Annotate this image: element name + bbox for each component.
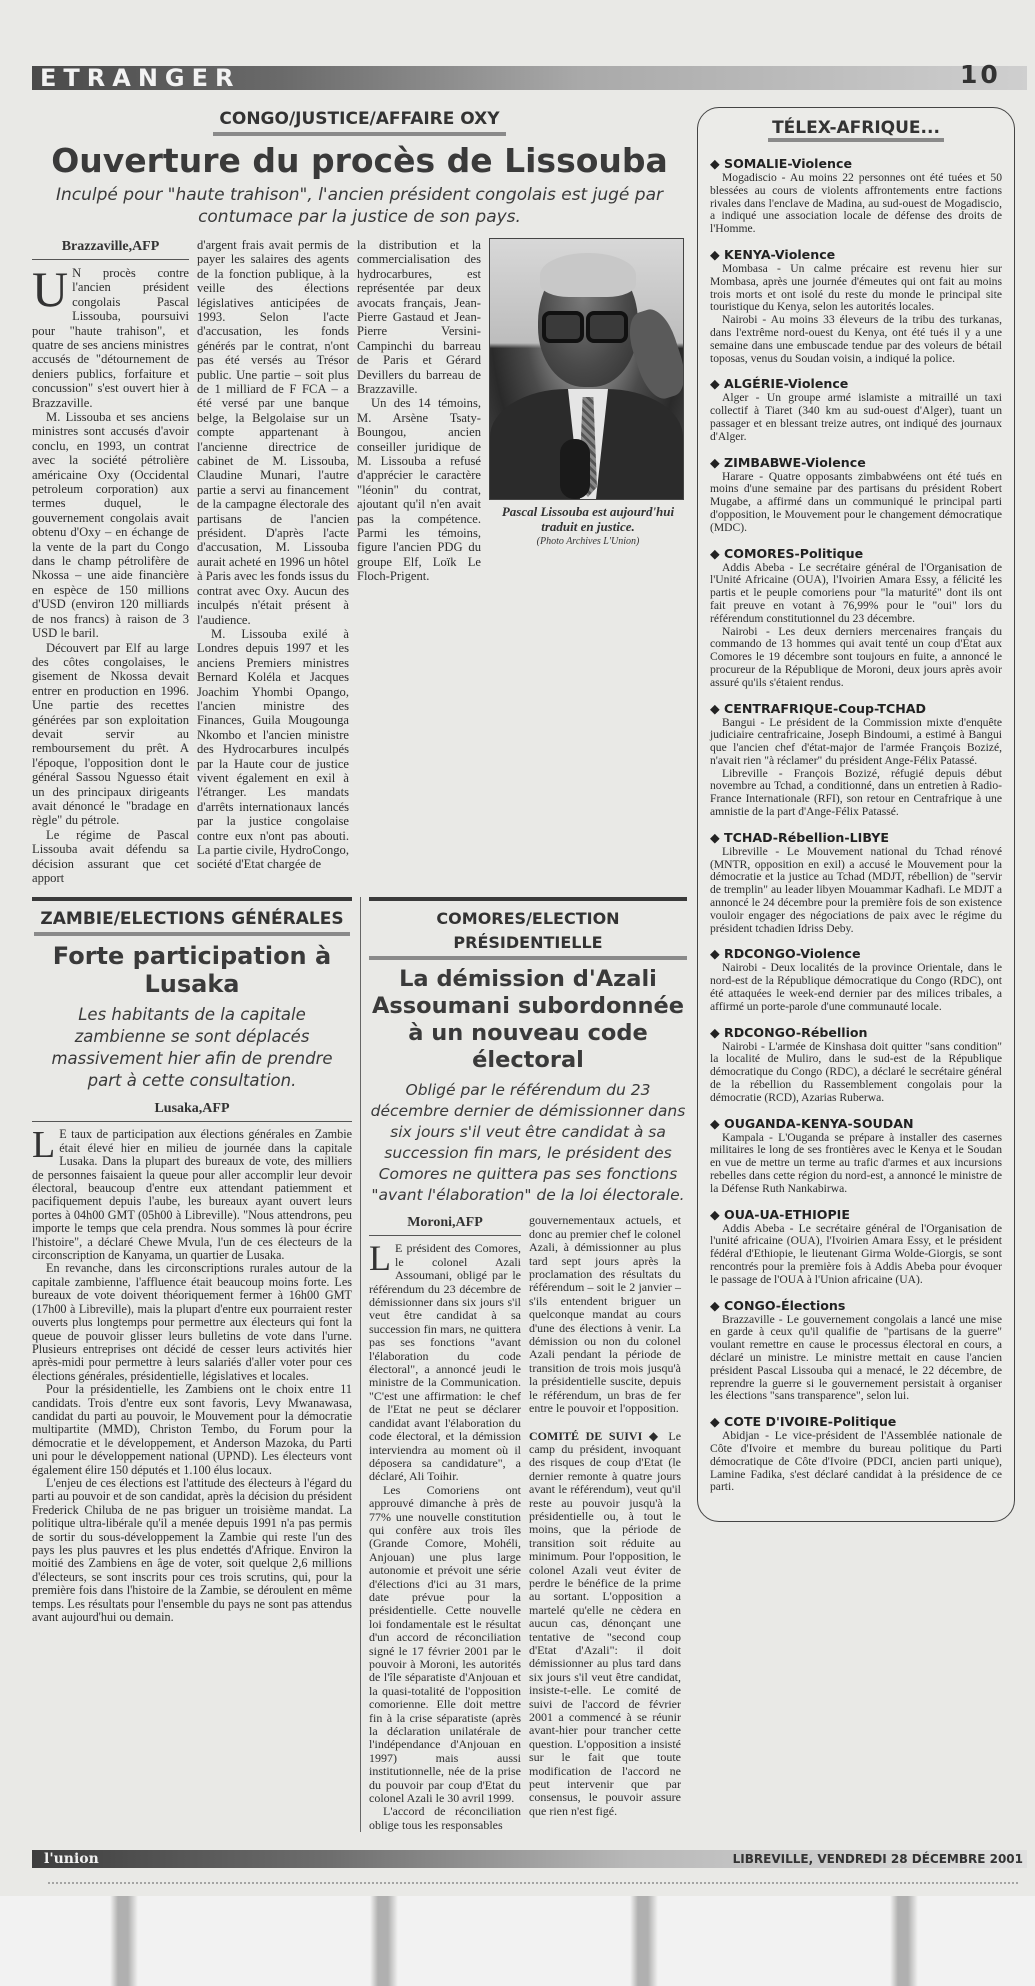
diamond-icon: ◆ — [710, 946, 720, 962]
congo-article-body — [32, 238, 687, 885]
telex-item-text: Mombasa - Un calme précaire est revenu hier sur Mombasa, après une journée d'émeutes qui ont fait au moins trois morts et ont isolé du reste du monde le principal site touristique du Kenya, selon les autorités locales. — [710, 261, 1002, 314]
telex-item-text: Addis Abeba - Le secrétaire général de l'Organisation de l'Unité Africaine (OUA), l'Ivoirien Amara Essy, a félicité les partis et le peuple comoriens pour "la maturité" dont ils ont fait preuve en votant à 76,99% pour le "oui" lors du référendum constitutionnel du 23 décembre. — [710, 560, 1002, 625]
telex-item-heading: ◆ KENYA-Violence — [710, 246, 836, 262]
telex-item — [710, 1025, 1002, 1105]
telex-item-text: Nairobi - Au moins 33 éleveurs de la tribu des turkanas, dans l'extrême nord-ouest du Kenya, ont été tués il y a une semaine dans une embuscade tendue par des voleurs de bétail toposas, venus du Soudan voisin, a indiqué la police. — [710, 313, 1002, 365]
diamond-icon: ◆ — [710, 246, 720, 262]
telex-item — [710, 830, 1002, 936]
left-area — [32, 107, 687, 1832]
telex-item-heading: ◆ CENTRAFRIQUE-Coup-TCHAD — [710, 700, 926, 716]
diamond-icon: ◆ — [710, 545, 720, 561]
zambie-paragraph: Pour la présidentielle, les Zambiens ont le choix entre 11 candidats. Trois d'entre eux sont favoris, Levy Mwanawasa, candidat du parti au pouvoir, le Mouvement pour la démocratie multipartite (MMD), Christon Tembo, du Forum pour la démocratie et le développement, et Anderson Mazoka, du Parti uni pour le développement national (UPND). Les électeurs vont également élire 150 députés et 1.100 élus locaux. — [32, 1382, 352, 1477]
telex-item-text: Nairobi - L'armée de Kinshasa doit quitter "sans condition" la localité de Muliro, dans le sud-est de la République démocratique du Congo (RDC), a déclaré le secrétaire général de la rébellion du Rassemblement congolais pour la démocratie (RCD), Azarias Ruberwa. — [710, 1039, 1002, 1104]
congo-kicker: CONGO/JUSTICE/AFFAIRE OXY — [32, 107, 687, 136]
telex-item-text: Harare - Quatre opposants zimbabwéens ont été tués en moins d'une semaine par des partisans du président Robert Mugabe, a affirmé dans un communiqué le principal parti d'opposition, le Mouvement pour le changement démocratique (MDC). — [710, 469, 1002, 534]
congo-deck: Inculpé pour "haute trahison", l'ancien président congolais est jugé par contumace par la justice de son pays. — [56, 184, 663, 227]
congo-column-2 — [197, 238, 349, 872]
telex-item — [710, 546, 1002, 690]
zambie-headline: Forte participation à Lusaka — [52, 942, 332, 999]
congo-column-3 — [357, 238, 481, 584]
telex-item-text: Libreville - François Bozizé, réfugié depuis début novembre au Tchad, a conditionné, dans un entretien à Radio-France Internationale (RFI), son retour en Centrafrique à une amnistie de la part d'Ange-Félix Patassé. — [710, 766, 1002, 819]
telex-title: TÉLEX-AFRIQUE... — [710, 116, 1002, 140]
telex-item-text: Abidjan - Le vice-président de l'Assemblée nationale de Côte d'Ivoire et membre du bureau politique du Parti démocratique de Côte d'Ivoire (PDCI, ancien parti unique), Lamine Fadika, s'est déclaré candidat à la présidence de ce parti. — [710, 1429, 1002, 1494]
comores-paragraph: L E président des Comores, le colonel Azali Assoumani, obligé par le référendum du 23 décembre de démissionner dans six jours s'il veut être candidat à sa succession fin mars, ne quittera pas ses fonctions "avant l'élaboration du code électoral", a annoncé jeudi le ministre de la Communication. "C'est une affirmation: le chef de l'Etat ne peut se déclarer candidat avant l'élaboration du code électoral, et la démission interviendra au moment où il déposera sa candidature", a déclaré, Ali Toihir. — [369, 1238, 521, 1484]
telex-item — [710, 1414, 1002, 1494]
dropcap: L — [369, 1238, 391, 1279]
diamond-icon: ◆ — [710, 1115, 720, 1131]
zambie-kicker: ZAMBIE/ELECTIONS GÉNÉRALES — [32, 907, 352, 936]
telex-afrique-box — [697, 107, 1015, 1522]
telex-item-heading: ◆ ZIMBABWE-Violence — [710, 454, 866, 470]
congo-paragraph: Le régime de Pascal Lissouba avait défendu sa décision assurant que cet apport — [32, 827, 189, 885]
comores-deck: Obligé par le référendum du 23 décembre dernier de démissionner dans six jours s'il veut être candidat à sa succession fin mars, le président des Comores ne quittera pas ses fonctions "avant l'élaboration" de la loi électorale. — [370, 1081, 686, 1205]
telex-item — [710, 247, 1002, 365]
comores-column-2 — [529, 1214, 681, 1818]
photo-caption: Pascal Lissouba est aujourd'hui traduit en justice. (Photo Archives L'Union) — [489, 504, 687, 548]
diamond-icon: ◆ — [710, 1414, 720, 1430]
zambie-paragraph: En revanche, dans les circonscriptions rurales autour de la capitale zambienne, l'affluence était beaucoup moins forte. Les bureaux de vote doivent théoriquement fermer à 16h00 GMT (17h00 à Libreville), mais la plupart d'entre eux pourraient rester ouverts plus longtemps pour permettre aux électeurs qui font la queue de pouvoir glisser leurs bulletins de vote dans l'urne. Plusieurs entreprises ont décidé de cesser leurs activités hier après-midi pour permettre à leurs salariés d'aller voter pour ces élections générales, présidentielle, législatives et locales. — [32, 1261, 352, 1383]
diamond-icon: ◆ — [710, 1024, 720, 1040]
diamond-icon: ◆ — [710, 156, 720, 171]
telex-item — [710, 1116, 1002, 1196]
page-header — [0, 0, 1035, 95]
lissouba-photo — [489, 238, 684, 500]
congo-paragraph: Un des 14 témoins, M. Arsène Tsaty-Boungou, ancien conseiller juridique de M. Lissouba a refusé d'apprécier le caractère "léonin" du contrat, ajoutant qu'il n'en avait pas la compétence. Parmi les témoins, figure l'ancien PDG du groupe Elf, Loïk Le Floch-Prigent. — [357, 396, 481, 584]
comores-kicker: COMORES/ELECTION PRÉSIDENTIELLE — [369, 907, 687, 960]
telex-item-heading: ◆ COMORES-Politique — [710, 545, 864, 561]
telex-item-text: Alger - Un groupe armé islamiste a mitraillé un taxi collectif à Tiaret (340 km au sud-ouest d'Alger), tuant un passager et en blessant treize autres, ont indiqué des journaux d'Alger. — [710, 391, 1002, 443]
zambie-article — [32, 897, 360, 1832]
telex-item-text: Nairobi - Deux localités de la province Orientale, dans le nord-est de la République démocratique du Congo (RDC), ont été attaquées le week-end dernier par des milices tribales, a affirmé un porte-parole d'une communauté locale. — [710, 961, 1002, 1013]
telex-item — [710, 946, 1002, 1013]
comores-paragraph: gouvernementaux actuels, et donc au premier chef le colonel Azali, à démissionner au plus tard sept jours après la proclamation des résultats du référendum – soit le 2 janvier – s'ils entendent briguer un quelconque mandat au cours d'une des élections à venir. La démission ou non du colonel Azali pendant la période de transition de trois mois jusqu'à la présidentielle suscite, depuis le référendum, un bras de fer entre le pouvoir et l'opposition. — [529, 1213, 681, 1416]
telex-item — [710, 455, 1002, 535]
zambie-dateline: Lusaka,AFP — [32, 1100, 352, 1122]
diamond-icon: ◆ — [710, 454, 720, 470]
telex-item-heading: ◆ TCHAD-Rébellion-LIBYE — [710, 829, 889, 845]
diamond-icon: ◆ — [710, 700, 720, 716]
congo-column-1 — [32, 238, 189, 885]
diamond-icon: ◆ — [710, 1206, 720, 1222]
telex-item — [710, 1207, 1002, 1287]
telex-item-heading: ◆ OUGANDA-KENYA-SOUDAN — [710, 1115, 914, 1131]
newspaper-logo: l'union — [44, 1851, 99, 1868]
dotted-rule — [48, 1882, 1018, 1884]
telex-item-text: Brazzaville - Le gouvernement congolais a lancé une mise en garde à ceux qu'il qualifie de "partisans de la guerre" voulant remettre en cause le processus électoral en cours, a déclaré un ministre. Le ministre mettait en cause l'ancien président Pascal Lissouba qui a menacé, le 22 décembre, de reprendre la guerre si le gouvernement persistait à organiser les élections "sans transparence", selon lui. — [710, 1312, 1002, 1403]
telex-item-heading: ◆ CONGO-Élections — [710, 1297, 846, 1313]
telex-item-text: Addis Abeba - Le secrétaire général de l'Organisation de l'unité africaine (OUA), l'Ivoirien Amara Essy, et le président fédéral d'Ethiopie, le lieutenant Girma Wolde-Giorgis, se sont rencontrés pour la première fois à Addis Abeba pour évoquer le passage de l'OUA à l'Union africaine (UA). — [710, 1221, 1002, 1286]
telex-item-heading: ◆ ALGÉRIE-Violence — [710, 376, 849, 392]
telex-item-text: Bangui - Le président de la Commission mixte d'enquête judiciaire centrafricaine, Joseph Bindoumi, a estimé à Bangui que l'ancien chef d'état-major de l'armée François Bozizé, n'avait rien "à réclamer" du président Ange-Félix Patassé. — [710, 715, 1002, 767]
telex-item — [710, 701, 1002, 819]
telex-item — [710, 376, 1002, 443]
telex-item-text: Mogadiscio - Au moins 22 personnes ont été tuées et 50 blessées au cours de violents affrontements entre factions rivales dans l'enclave de Madina, au sud-ouest de Mogadiscio, a indiqué une association locale de défense des droits de l'Homme. — [710, 171, 1002, 236]
telex-list — [710, 156, 1002, 1494]
congo-headline: Ouverture du procès de Lissouba — [51, 141, 668, 180]
zambie-paragraph: L'enjeu de ces élections est l'attitude des électeurs à l'égard du parti au pouvoir et de son candidat, après la décision du président Frederick Chiluba de ne pas briguer un troisième mandat. La politique ultra-libérale qu'il a menée depuis 1991 n'a pas permis de sortir du sous-développement la Zambie qui reste l'un des pays les plus pauvres et les plus endettés d'Afrique. Environ la moitié des Zambiens en âge de voter, soit quelque 2,6 millions d'électeurs, se sont inscrits pour ces trois scrutins, qui, pour la première fois dans l'histoire de la Zambie, se déroulent en même temps. Les résultats pour l'ensemble du pays ne sont pas attendus avant aujourd'hui ou demain. — [32, 1475, 352, 1625]
comores-article-body — [369, 1214, 687, 1832]
photo-block — [489, 238, 687, 548]
congo-paragraph: M. Lissouba et ses anciens ministres sont accusés d'avoir conclu, en 1993, un contrat avec la société pétrolière américaine Oxy (Occidental petroleum corporation) aux termes duquel, le gouvernement congolais avait obtenu d'Oxy – en échange de la vente de la part du Congo dans le champ pétrolifère de Nkossa – une aide financière en espèce de 150 millions d'USD (environ 120 milliards de nos francs) à raison de 3 USD le baril. — [32, 410, 189, 641]
comores-headline: La démission d'Azali Assoumani subordonnée à un nouveau code électoral — [371, 966, 685, 1074]
telex-item — [710, 1298, 1002, 1404]
telex-item-heading: ◆ RDCONGO-Rébellion — [710, 1024, 868, 1040]
comores-dateline: Moroni,AFP — [369, 1214, 521, 1236]
telex-item-text: Kampala - L'Ouganda se prépare à installer des casernes militaires le long de ses frontières avec le Kenya et le Soudan en vue de mettre un terme au trafic d'armes et aux incursions rebelles dans cette région du nord-est, a annoncé le ministre de la Défense Ruth Nankabirwa. — [710, 1130, 1002, 1195]
section-name: ETRANGER — [40, 64, 241, 92]
telex-item-heading: ◆ COTE D'IVOIRE-Politique — [710, 1414, 897, 1430]
telex-item-text: Libreville - Le Mouvement national du Tchad rénové (MNTR, opposition en exil) a accusé le Mouvement pour la démocratie et la justice au Tchad (MDJT, rébellion) de "servir de tremplin" au leader libyen Mouammar Kadhafi. Le MDJT a annoncé le 24 décembre pour la première fois de son existence vouloir engager des négociations de paix avec le régime du président tchadien Idriss Deby. — [710, 844, 1002, 935]
page-footer — [0, 1846, 1035, 1876]
zambie-paragraph: L E taux de participation aux élections générales en Zambie était élevé hier en milieu de journée dans la capitale Lusaka. Dans la plupart des bureaux de vote, des milliers de personnes faisaient la queue pour aller accomplir leur devoir électoral, beaucoup d'entre eux attendant patiemment et pacifiquement depuis l'aube, les bureaux ayant ouvert leurs portes à 04h00 GMT (05h00 à Libreville). "Nous attendrons, peu importe le temps que cela prendra. Nous sommes là pour écrire l'histoire", a déclaré Chewe Mvula, l'un de ces électeurs de la circonscription de Kanyama, un quartier de Lusaka. — [32, 1124, 352, 1263]
telex-item-heading: ◆ SOMALIE-Violence — [710, 156, 853, 171]
zambie-deck: Les habitants de la capitale zambienne se sont déplacés massivement hier afin de prendre part à cette consultation. — [51, 1005, 333, 1091]
diamond-icon: ◆ — [710, 1297, 720, 1313]
comores-article — [361, 897, 687, 1832]
diamond-icon: ◆ — [710, 829, 720, 845]
dropcap: U — [32, 260, 69, 317]
divider — [369, 897, 687, 901]
telex-item — [710, 156, 1002, 236]
comores-column-1 — [369, 1214, 521, 1832]
telex-item-heading: ◆ OUA-UA-ETHIOPIE — [710, 1206, 850, 1222]
congo-paragraph: U N procès contre l'ancien président congolais Pascal Lissouba, poursuivi pour "haute trahison", et quatre de ses anciens ministres accusés de "détournement de deniers publics, forfaiture et concussion" s'est ouvert hier à Brazzaville. — [32, 260, 189, 410]
page-body — [0, 95, 1035, 1832]
comores-paragraph: L'accord de réconciliation oblige tous les responsables — [369, 1804, 521, 1832]
congo-paragraph: M. Lissouba exilé à Londres depuis 1997 et les anciens Premiers ministres Bernard Koléla et Jacques Joachim Yhombi Opango, l'ancien ministre des Finances, Guila Mougounga Nkombo et l'ancien ministre des Hydrocarbures inculpés par la Haute cour de justice vivent également en exil à l'étranger. Les mandats d'arrêts internationaux lancés par la justice congolaise contre eux n'ont pas abouti. La partie civile, HydroCongo, société d'Etat chargée de — [197, 626, 349, 872]
comores-paragraph: Les Comoriens ont approuvé dimanche à près de 77% une nouvelle constitution qui confère aux trois îles (Grande Comore, Mohéli, Anjouan) une plus large autonomie et prévoit une série d'élections d'ici au 31 mars, date prévue pour la présidentielle. Cette nouvelle loi fondamentale est le résultat d'un accord de réconciliation signé le 17 février 2001 par le pouvoir à Moroni, les autorités de l'île séparatiste d'Anjouan et la quasi-totalité de l'opposition comorienne. Elle doit mettre fin à la crise séparatiste (après la déclaration unilatérale de l'indépendance d'Anjouan en 1997) mais aussi institutionnelle, née de la prise du pouvoir par coup d'Etat du colonel Azali le 30 avril 1999. — [369, 1482, 521, 1806]
congo-article-header — [32, 107, 687, 228]
divider — [32, 897, 352, 901]
congo-paragraph: d'argent frais avait permis de payer les salaires des agents de la fonction publique, à la veille des élections législatives anticipées de 1993. Selon l'acte d'accusation, les fonds générés par le contrat, n'ont pas été versés au Trésor public. Une partie – soit plus de 1 milliard de F FCA – a été versé par une banque belge, la Belgolaise sur un compte appartenant à l'ancienne directrice de cabinet de M. Lissouba, Claudine Munari, l'autre partie a servi au financement de la campagne électorale des partisans de l'ancien président. D'après l'acte d'accusation, M. Lissouba aurait acheté en 1996 un hôtel à Paris avec les fonds issus du contrat avec Oxy. Aucun des inculpés n'était présent à l'audience. — [197, 237, 349, 627]
telex-item-text: Nairobi - Les deux derniers mercenaires français du commando de 13 hommes qui avait tenté un coup d'Etat aux Comores le 19 décembre sont toujours en fuite, a annoncé le procureur de la République de Moroni, deux jours après avoir assuré qu'ils s'étaient rendus. — [710, 624, 1002, 689]
congo-dateline: Brazzaville,AFP — [32, 238, 189, 260]
photo-credit: (Photo Archives L'Union) — [536, 535, 640, 547]
zambie-body — [32, 1100, 352, 1624]
diamond-icon: ◆ — [648, 1428, 662, 1443]
congo-paragraph: Découvert par Elf au large des côtes congolaises, le gisement de Nkossa devait entrer en production en 1996. Une partie des recettes générées par son exploitation devait servir au remboursement du prêt. A l'époque, l'opposition dont le général Sassou Nguesso était un des principaux dirigeants avait dénoncé le "bradage en règle" du pétrole. — [32, 640, 189, 828]
scan-artifact — [0, 1896, 1035, 1986]
dropcap: L — [32, 1124, 56, 1167]
diamond-icon: ◆ — [710, 376, 720, 392]
congo-paragraph: la distribution et la commercialisation des hydrocarbures, est représentée par deux avocats français, Jean-Pierre Gastaud et Jean-Pierre Versini-Campinchi du barreau de Paris et Gérard Devillers du barreau de Brazzaville. — [357, 237, 481, 396]
lower-articles — [32, 897, 687, 1832]
telex-item-heading: ◆ RDCONGO-Violence — [710, 946, 861, 962]
microphone-icon — [560, 439, 590, 499]
comores-subhead: COMITÉ DE SUIVI — [529, 1428, 643, 1443]
comores-paragraph: COMITÉ DE SUIVI ◆ Le camp du président, invoquant des risques de coup d'Etat (le dernier remonte à quatre jours avant le référendum), veut qu'il reste au pouvoir jusqu'à la présidentielle ou, à tout le moins, que la période de transition soit réduite au minimum. Pour l'opposition, le colonel Azali veut éviter de perdre le bénéfice de la prime au sortant. L'opposition a martelé qu'elle ne cèdera en aucun cas, dénonçant une tentative de "second coup d'Etat d'Azali": il doit démissionner au plus tard dans six jours s'il veut être candidat, insiste-t-elle. Le comité de suivi de l'accord de février 2001 a commencé à se réunir avant-hier pour trancher cette question. L'opposition a insisté sur le fait que toute modification de l'accord ne peut intervenir que par consensus, le pouvoir assure que rien n'est figé. — [529, 1428, 682, 1818]
page-number: 10 — [960, 60, 1001, 89]
footer-date: LIBREVILLE, VENDREDI 28 DÉCEMBRE 2001 — [732, 1852, 1023, 1867]
